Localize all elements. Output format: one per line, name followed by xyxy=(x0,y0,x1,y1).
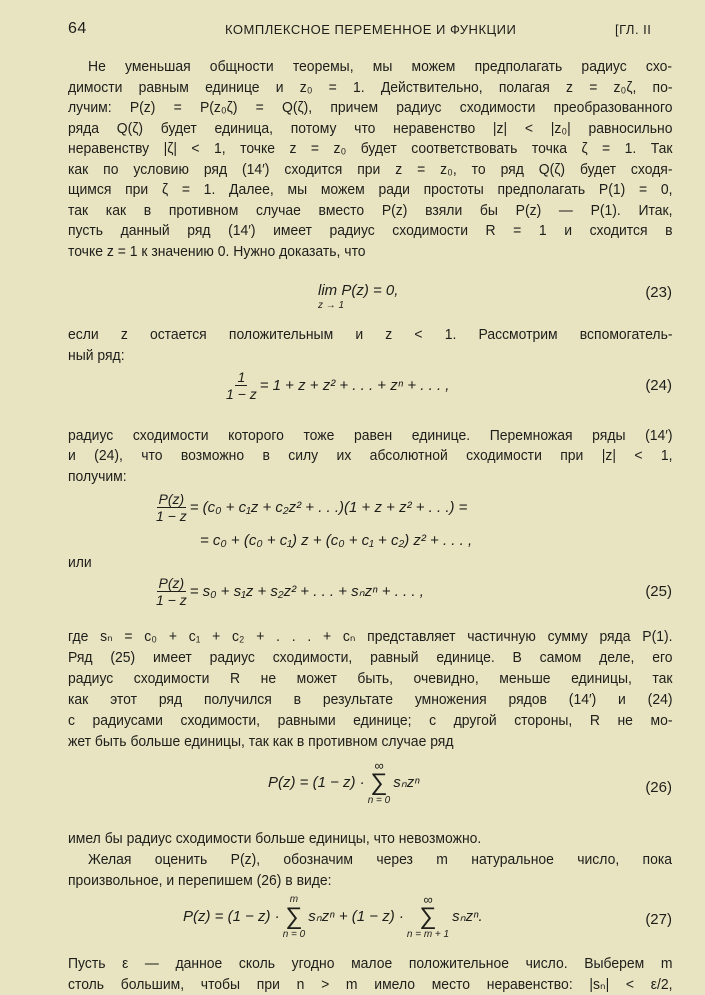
equation-number: (25) xyxy=(645,583,672,600)
equation-lhs: P(z) = (1 − z) · xyxy=(183,908,280,925)
equation-body: = 1 + z + z² + . . . + zⁿ + . . . , xyxy=(259,376,450,394)
text-line: получим: xyxy=(68,468,127,485)
running-title: КОМПЛЕКСНОЕ ПЕРЕМЕННОЕ И ФУНКЦИИ xyxy=(225,22,517,37)
equation-body-row xyxy=(200,532,472,550)
paragraph-5: имел бы радиус сходимости больше единицы, что невозможно. xyxy=(68,830,482,847)
sum-upper-limit: ∞ xyxy=(423,892,433,907)
numerator: P(z) xyxy=(158,491,185,507)
text-line: как этот ряд получился в результате умножения рядов (14′) и (24) xyxy=(68,691,673,708)
text-line: так как в противном случае вместо P(z) взяли бы P(z) — P(1). Итак, xyxy=(68,202,673,219)
equation-body: = s₀ + s₁z + s₂z² + . . . + sₙzⁿ + . . . , xyxy=(189,582,424,600)
equation-term: sₙzⁿ + (1 − z) · xyxy=(308,908,404,925)
text-line: и (24), что возможно в силу их абсолютной сходимости при |z| < 1, xyxy=(68,447,673,464)
sum-lower-limit: n = 0 xyxy=(282,929,306,940)
equation-line: = (c₀ + c₁z + c₂z² + . . .)(1 + z + z² + . . .) = xyxy=(189,498,468,516)
equation-body: lim P(z) = 0, xyxy=(318,282,399,299)
text-line: Ряд (25) имеет радиус сходимости, равный единице. В самом деле, его xyxy=(68,649,673,666)
equation-rhs: sₙzⁿ xyxy=(393,774,420,791)
equation-line: = c₀ + (c₀ + c₁) z + (c₀ + c₁ + c₂) z² + . . . , xyxy=(200,532,473,549)
limit-subscript: z → 1 xyxy=(318,300,345,311)
fraction xyxy=(156,491,187,524)
equation-body-row xyxy=(156,575,424,608)
page-number: 64 xyxy=(68,20,87,37)
text-line: столь большим, чтобы при n > m имело место неравенство: |sₙ| < ε/2, xyxy=(68,976,673,993)
text-line: щимся при ζ = 1. Далее, мы можем ради простоты предполагать P(1) = 0, xyxy=(68,181,673,198)
text-line: где sₙ = c₀ + c₁ + c₂ + . . . + cₙ представляет частичную сумму ряда P(1). xyxy=(68,628,673,645)
equation-body-row xyxy=(268,760,420,806)
denominator: 1 − z xyxy=(156,508,187,524)
sigma-symbol: ∑ xyxy=(285,903,303,930)
denominator: 1 − z xyxy=(226,386,257,402)
text-line: лучим: P(z) = P(z₀ζ) = Q(ζ), причем радиус сходимости преобразованного xyxy=(68,99,673,116)
text-line: с радиусами сходимости, равными единице; с другой стороны, R не мо- xyxy=(68,712,673,729)
text-line: димости равным единице и z₀ = 1. Действительно, полагая z = z₀ζ, по- xyxy=(68,79,673,96)
chapter-label: [ГЛ. II xyxy=(615,22,652,37)
equation-number: (27) xyxy=(645,911,672,928)
text-line: если z остается положительным и z < 1. Рассмотрим вспомогатель- xyxy=(68,326,673,343)
equation-number: (23) xyxy=(645,284,672,301)
text-line: Пусть ε — данное сколь угодно малое положительное число. Выберем m xyxy=(68,955,673,972)
limit-block xyxy=(318,282,398,311)
text-line: точке z = 1 к значению 0. Нужно доказать, что xyxy=(68,243,366,260)
text-line: радиус сходимости R не может быть, очевидно, меньше единицы, так xyxy=(68,670,673,687)
equation-number: (26) xyxy=(645,779,672,796)
equation-number: (24) xyxy=(645,377,672,394)
text-line: ный ряд: xyxy=(68,347,125,364)
denominator: 1 − z xyxy=(156,592,187,608)
numerator: 1 xyxy=(237,369,246,385)
text-line: Желая оценить P(z), обозначим через m натуральное число, пока xyxy=(88,851,673,868)
equation-term: sₙzⁿ. xyxy=(452,908,483,925)
text-line: пусть данный ряд (14′) имеет радиус сходимости R = 1 и сходится в xyxy=(68,222,673,239)
text-line: произвольное, и перепишем (26) в виде: xyxy=(68,872,332,889)
summation xyxy=(283,894,306,940)
summation xyxy=(368,760,391,806)
fraction xyxy=(226,369,257,402)
sum-lower-limit: n = m + 1 xyxy=(406,929,450,940)
sum-upper-limit: ∞ xyxy=(374,758,384,773)
text-line: Не уменьшая общности теоремы, мы можем предполагать радиус схо- xyxy=(88,58,673,75)
sigma-symbol: ∑ xyxy=(419,903,437,930)
sum-upper-limit: m xyxy=(289,894,299,905)
sigma-symbol: ∑ xyxy=(370,769,388,796)
equation-body-row xyxy=(318,282,398,311)
equation-body-row xyxy=(183,894,483,940)
equation-lhs: P(z) = (1 − z) · xyxy=(268,774,365,791)
fraction xyxy=(156,575,187,608)
sum-lower-limit: n = 0 xyxy=(367,795,391,806)
text-line: ряда Q(ζ) будет единица, потому что неравенство |z| < |z₀| равносильно xyxy=(68,120,673,137)
connective-or: или xyxy=(68,554,92,571)
equation-body-row xyxy=(156,491,467,524)
equation-body-row xyxy=(226,369,449,402)
text-line: неравенству |ζ| < 1, точке z = z₀ будет соответствовать точка ζ = 1. Так xyxy=(68,140,673,157)
text-line: жет быть больше единицы, так как в противном случае ряд xyxy=(68,733,454,750)
numerator: P(z) xyxy=(158,575,185,591)
text-line: радиус сходимости которого тоже равен единице. Перемножая ряды (14′) xyxy=(68,427,673,444)
text-line: как по условию ряд (14′) сходится при z = z₀, то ряд Q(ζ) будет сходя- xyxy=(68,161,673,178)
summation xyxy=(407,894,449,940)
